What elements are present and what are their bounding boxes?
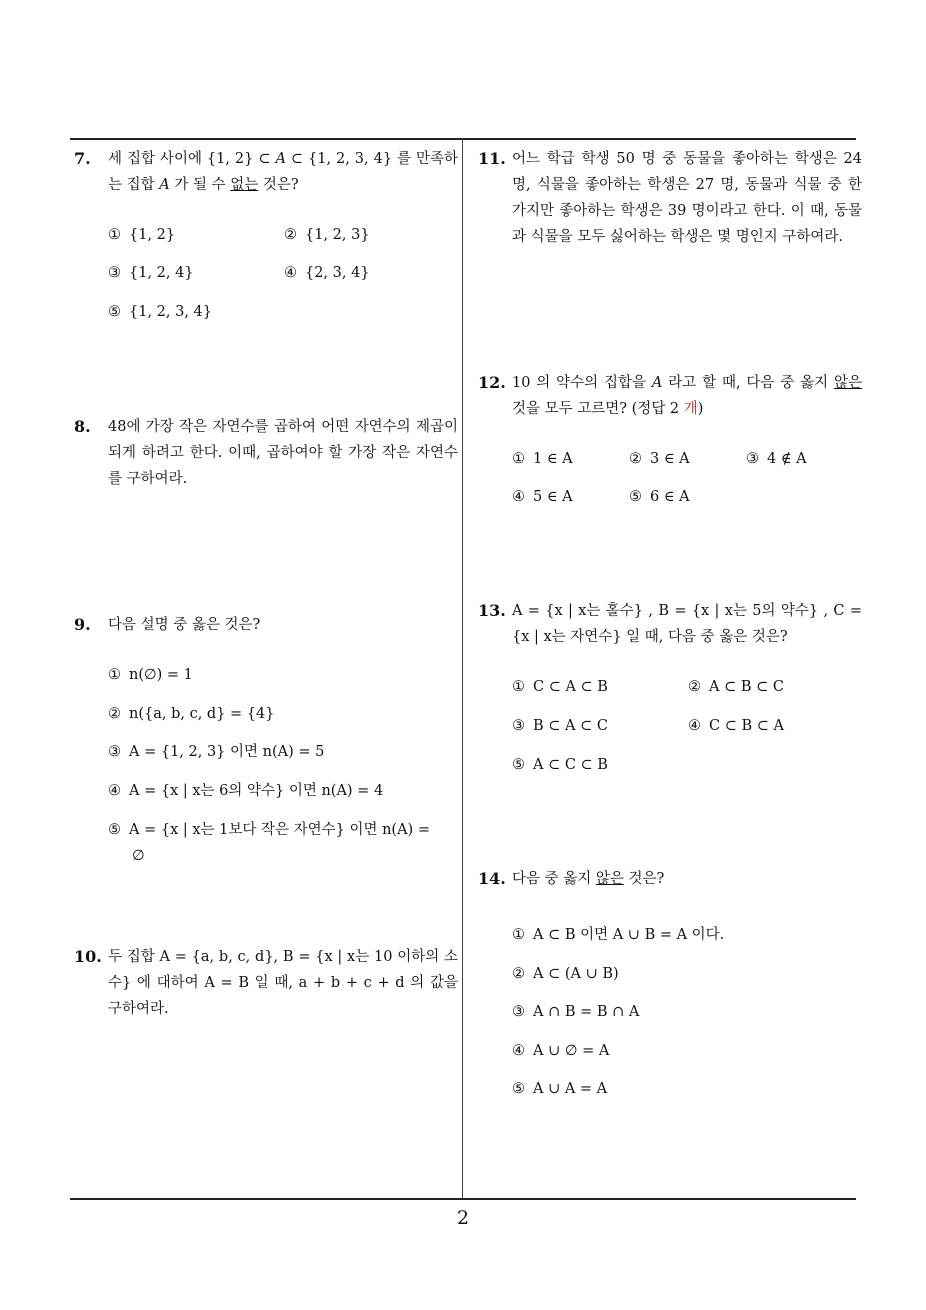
- choice-5[interactable]: [512, 752, 608, 778]
- choice-5[interactable]: [108, 299, 212, 325]
- choice-mark: ⑤: [108, 822, 121, 838]
- choice-text: 1 ∈ A: [533, 451, 573, 467]
- choice-text: A ⊂ C ⊂ B: [533, 757, 608, 773]
- red-text: 개: [683, 401, 698, 417]
- problem-7: [74, 146, 458, 332]
- problem-text: 두 집합 A = {a, b, c, d}, B = {x | x는 10 이하의 소수} 에 대하여 A = B 일 때, a + b + c + d 의 값을 구하여라.: [108, 949, 458, 1017]
- choice-mark: ②: [512, 966, 525, 982]
- problem-text: 다음 설명 중 옳은 것은?: [108, 617, 261, 633]
- problem-text: 48에 가장 작은 자연수를 곱하여 어떤 자연수의 제곱이 되게 하려고 한다. 이때, 곱하여야 할 가장 작은 자연수를 구하여라.: [108, 419, 458, 487]
- var-A: A: [275, 151, 286, 167]
- page-number: 2: [456, 1207, 470, 1229]
- choice-text: A ⊂ B ⊂ C: [709, 679, 784, 695]
- problem-number: 13.: [478, 601, 506, 620]
- problem-text: [512, 370, 862, 422]
- choice-mark: ④: [284, 265, 297, 281]
- choices: [478, 664, 862, 784]
- choice-text: A = {1, 2, 3} 이면 n(A) = 5: [129, 744, 325, 760]
- choice-text: A = {x | x는 6의 약수} 이면 n(A) = 4: [129, 783, 384, 799]
- problem-number: 10.: [74, 947, 102, 966]
- underlined-word: 않은: [833, 375, 862, 391]
- choice-3[interactable]: [512, 713, 608, 739]
- problem-12: [478, 370, 862, 516]
- choice-mark: ⑤: [512, 1081, 525, 1097]
- choice-mark: ③: [108, 265, 121, 281]
- bottom-rule: [70, 1198, 856, 1200]
- choice-1[interactable]: [512, 446, 573, 472]
- choice-text: A = {x | x는 1보다 작은 자연수} 이면 n(A) =: [129, 822, 430, 838]
- choice-text: ∅: [132, 848, 145, 864]
- choice-4[interactable]: [512, 484, 573, 510]
- choices: [74, 652, 458, 872]
- choice-2[interactable]: [629, 446, 690, 472]
- var-A: A: [159, 177, 170, 193]
- choice-mark: ③: [512, 718, 525, 734]
- text-part: 것은?: [623, 871, 665, 887]
- choice-mark: ③: [746, 451, 759, 467]
- choice-3[interactable]: [108, 260, 194, 286]
- choice-mark: ①: [512, 451, 525, 467]
- choice-3[interactable]: [512, 999, 639, 1025]
- text-part: 것은?: [258, 177, 299, 193]
- choice-text: {1, 2, 3, 4}: [129, 304, 213, 320]
- problem-number: 14.: [478, 869, 506, 888]
- text-part: 세 집합 사이에 {1, 2} ⊂: [108, 151, 276, 167]
- choice-3[interactable]: [746, 446, 807, 472]
- problem-10: [74, 944, 458, 1022]
- text-part: 라고 할 때, 다음 중 옳지: [662, 375, 834, 391]
- problem-8: [74, 414, 458, 492]
- choice-1[interactable]: [108, 222, 175, 248]
- choice-mark: ①: [108, 667, 121, 683]
- var-A: A: [651, 375, 663, 391]
- choice-text: A ∩ B = B ∩ A: [533, 1004, 640, 1020]
- choice-5[interactable]: [108, 817, 430, 843]
- column-divider: [462, 138, 463, 1200]
- choice-mark: ②: [284, 227, 297, 243]
- choice-4[interactable]: [108, 778, 383, 804]
- text-part: 것을 모두 고르면? (정답 2: [512, 401, 684, 417]
- choices: [478, 436, 862, 516]
- choice-text: B ⊂ A ⊂ C: [533, 718, 608, 734]
- problem-text: [108, 146, 458, 198]
- choice-text: A ∪ A = A: [533, 1081, 608, 1097]
- choice-text: n({a, b, c, d} = {4}: [129, 706, 275, 722]
- problem-14: [478, 866, 862, 1106]
- choice-mark: ①: [108, 227, 121, 243]
- choices: [74, 212, 458, 332]
- choice-text: n(∅) = 1: [129, 667, 193, 683]
- choice-2[interactable]: [512, 961, 619, 987]
- choices: [478, 906, 862, 1106]
- choice-mark: ②: [108, 706, 121, 722]
- choice-mark: ④: [512, 1043, 525, 1059]
- problem-13: [478, 598, 862, 784]
- choice-mark: ⑤: [108, 304, 121, 320]
- choice-mark: ①: [512, 927, 525, 943]
- choice-text: 4 ∉ A: [767, 451, 807, 467]
- choice-4[interactable]: [688, 713, 784, 739]
- choice-text: {1, 2}: [129, 227, 176, 243]
- choice-text: 5 ∈ A: [533, 489, 573, 505]
- problem-number: 11.: [478, 149, 506, 168]
- text-part: ): [697, 401, 704, 417]
- choice-3[interactable]: [108, 739, 324, 765]
- choice-mark: ④: [108, 783, 121, 799]
- problem-number: 12.: [478, 373, 506, 392]
- text-part: 가 될 수: [169, 177, 231, 193]
- choice-mark: ③: [108, 744, 121, 760]
- underlined-word: 않은: [595, 871, 624, 887]
- top-rule: [70, 138, 856, 140]
- choice-text: {1, 2, 3}: [305, 227, 370, 243]
- choice-4[interactable]: [284, 260, 370, 286]
- problem-text: 어느 학급 학생 50 명 중 동물을 좋아하는 학생은 24 명, 식물을 좋아하는 학생은 27 명, 동물과 식물 중 한 가지만 좋아하는 학생은 39 명이라고 한다. 이 때, 동물과 식물을 모두 싫어하는 학생은 몇 명인지 구하여라.: [512, 151, 862, 245]
- choice-2[interactable]: [108, 701, 274, 727]
- problem-number: 8.: [74, 417, 91, 436]
- problem-text: [512, 866, 862, 892]
- choice-text: A ∪ ∅ = A: [533, 1043, 610, 1059]
- choice-mark: ②: [688, 679, 701, 695]
- choice-text: A ⊂ B 이면 A ∪ B = A 이다.: [533, 927, 725, 943]
- choice-5[interactable]: [629, 484, 690, 510]
- problem-text: A = {x | x는 홀수} , B = {x | x는 5의 약수} , C = {x | x는 자연수} 일 때, 다음 중 옳은 것은?: [512, 603, 862, 645]
- choice-1[interactable]: [512, 922, 724, 948]
- choice-4[interactable]: [512, 1038, 609, 1064]
- problem-9: [74, 612, 458, 872]
- choice-mark: ⑤: [512, 757, 525, 773]
- choice-text: C ⊂ B ⊂ A: [709, 718, 784, 734]
- choice-1[interactable]: [108, 662, 193, 688]
- choice-2[interactable]: [284, 222, 370, 248]
- problem-11: [478, 146, 862, 250]
- text-part: ⊂ {1, 2, 3, 4} 를 만족하는 집합: [108, 151, 458, 193]
- choice-text: C ⊂ A ⊂ B: [533, 679, 608, 695]
- choice-text: 3 ∈ A: [650, 451, 690, 467]
- underlined-word: 없는: [230, 177, 259, 193]
- text-part: 다음 중 옳지: [512, 871, 596, 887]
- choice-5[interactable]: [512, 1076, 607, 1102]
- choice-mark: ④: [512, 489, 525, 505]
- choice-text: {2, 3, 4}: [305, 265, 370, 281]
- choice-2[interactable]: [688, 674, 784, 700]
- choice-mark: ⑤: [629, 489, 642, 505]
- problem-number: 9.: [74, 615, 91, 634]
- text-part: 10 의 약수의 집합을: [512, 375, 652, 391]
- choice-mark: ②: [629, 451, 642, 467]
- problem-number: 7.: [74, 149, 91, 168]
- choice-text: A ⊂ (A ∪ B): [533, 966, 619, 982]
- choice-mark: ④: [688, 718, 701, 734]
- choice-5-continuation: [132, 843, 145, 869]
- choice-text: 6 ∈ A: [650, 489, 690, 505]
- choice-text: {1, 2, 4}: [129, 265, 194, 281]
- choice-mark: ①: [512, 679, 525, 695]
- choice-1[interactable]: [512, 674, 608, 700]
- choice-mark: ③: [512, 1004, 525, 1020]
